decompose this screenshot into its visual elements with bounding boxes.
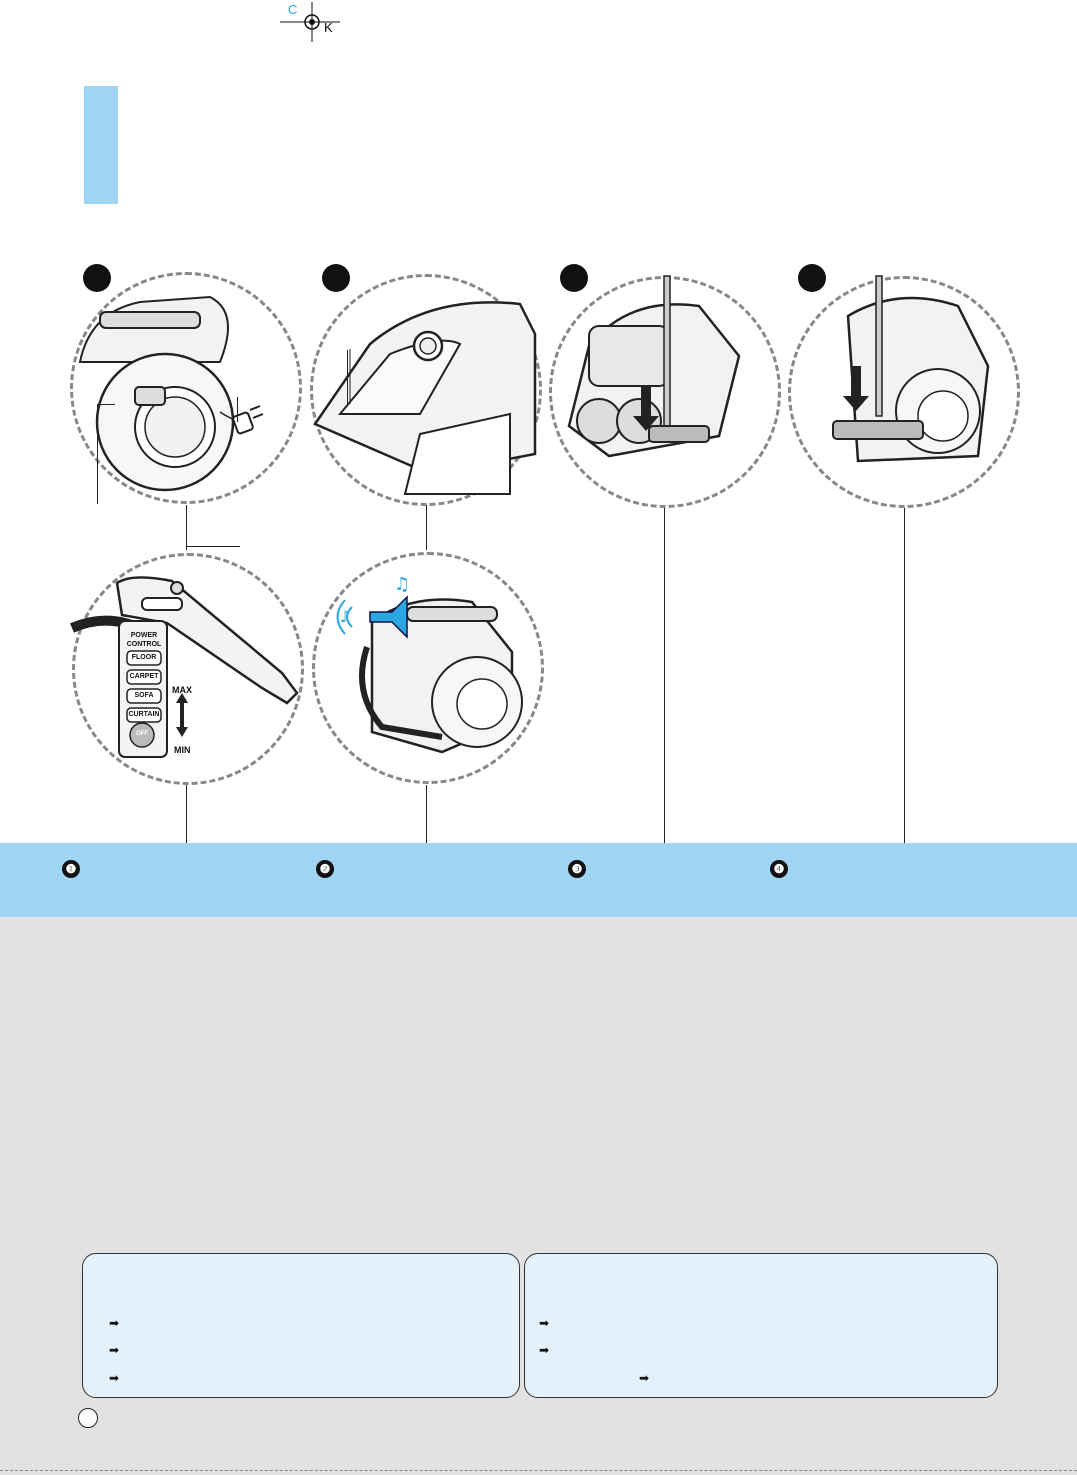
nozzle-parking-front-illustration	[549, 276, 781, 508]
carpet-button: CARPET	[129, 673, 159, 680]
max-label: MAX	[172, 685, 192, 695]
min-label: MIN	[174, 745, 191, 755]
vacuum-cord-plug-illustration	[70, 272, 302, 504]
curtain-button: CURTAIN	[128, 711, 160, 718]
arrow-right-icon: ➡	[109, 1343, 120, 1357]
trim-line	[0, 1470, 1077, 1471]
up-down-arrow-icon	[176, 693, 188, 737]
note-box-right	[524, 1253, 998, 1398]
nozzle-parking-side-illustration	[788, 276, 1020, 508]
arrow-right-icon: ➡	[539, 1316, 550, 1330]
power-control-label: POWER CONTROL	[126, 632, 162, 648]
music-note-icon: ♫	[394, 574, 411, 595]
vacuum-top-button-illustration	[310, 274, 542, 506]
arrow-right-icon: ➡	[109, 1371, 120, 1385]
crop-label-c: C	[288, 2, 298, 17]
music-note-icon: ♪	[340, 607, 351, 626]
off-button: OFF	[136, 731, 148, 737]
arrow-right-icon: ➡	[639, 1371, 650, 1385]
floor-button: FLOOR	[131, 654, 157, 661]
steps-band	[0, 843, 1077, 917]
step-number-2: ❷	[316, 860, 334, 878]
arrow-right-icon: ➡	[539, 1343, 550, 1357]
step-number-1: ❶	[62, 860, 80, 878]
step-number-3: ❸	[568, 860, 586, 878]
note-box-left	[82, 1253, 520, 1398]
arrow-right-icon: ➡	[109, 1316, 120, 1330]
sofa-button: SOFA	[134, 692, 154, 699]
page-number-circle	[78, 1408, 98, 1428]
crop-label-k: K	[324, 20, 333, 35]
title-accent-bar	[84, 86, 118, 204]
step-number-4: ❹	[770, 860, 788, 878]
vacuum-sound-illustration	[312, 552, 544, 784]
